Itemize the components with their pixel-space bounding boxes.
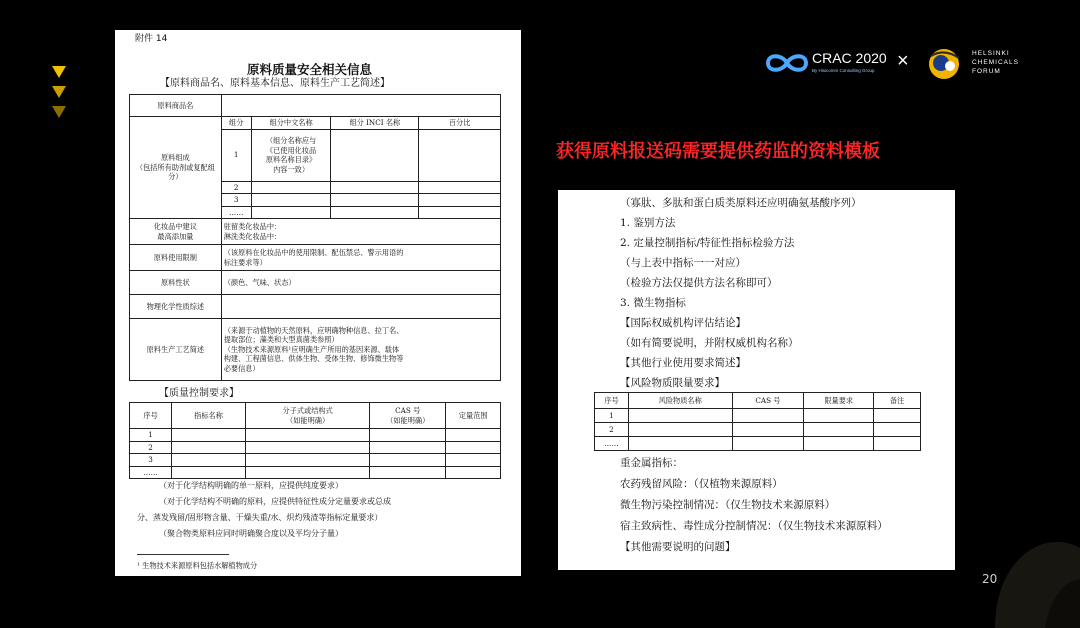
slide-headline: 获得原料报送码需要提供药监的资料模板 [556, 141, 880, 162]
product-name-label: 原料商品名 [130, 95, 222, 117]
corner-decoration [955, 498, 1080, 628]
bullet-triangle-1 [52, 66, 66, 78]
bullet-triangle-3 [52, 106, 66, 118]
note-3: 分、蒸发残留/固形物含量、干燥失重/水、炽灼残渣等指标定量要求） [137, 513, 383, 522]
hcf-globe-icon [926, 46, 966, 82]
raw-material-info-table: 原料商品名 原料组成 （包括所有助剂或复配组分） 组分 组分中文名称 组分 INCI 名称 百分比 1 （组分名称应与 《已使用化妆品 原料名称目录》 内容一致） 2 3 …… 化妆品中建议 最高添加量 驻留类化妆品中： 淋洗类化妆品中： 原料使用限制 （该原料在化妆品中的使用限制、配伍禁忌、警示用语的 标注要求等） 原料性状 （颜色、气味、状态） 物理化学性质综述 原料生产工艺简述 （来源于动植物的天然原料，应明确物种信息、拉丁名、 提取部位；藻类和大型真菌类参照） （生物技术来源原料¹应明确生产所用的基因来源、载体 构建、工程菌信息、供体生物、受体生物、修饰微生物等 必要信息） [129, 94, 501, 381]
doc-subtitle: 【原料商品名、原料基本信息、原料生产工艺简述】 [160, 78, 390, 89]
hcf-logo: HELSINKI CHEMICALS FORUM [926, 46, 1026, 82]
attachment-label: 附件 14 [135, 34, 168, 44]
note-2: （对于化学结构不明确的原料，应提供特征性成分定量要求或总成 [159, 497, 391, 506]
note-1: （对于化学结构明确的单一原料，应提供纯度要求） [159, 481, 343, 490]
qc-title: 【质量控制要求】 [159, 388, 239, 399]
doc-title: 原料质量安全相关信息 [247, 62, 373, 77]
risk-substance-table: 序号 风险物质名称 CAS 号 限量要求 备注 1 2 …… [594, 392, 921, 451]
cn-name-note: （组分名称应与 《已使用化妆品 原料名称目录》 内容一致） [251, 129, 331, 181]
crac-logo: CRAC 2020 By Hisicomm Consulting Group [764, 48, 894, 78]
left-document-page [115, 30, 521, 576]
crac-infinity-icon [764, 48, 810, 78]
max-dose-label: 化妆品中建议 最高添加量 [130, 219, 222, 245]
composition-label: 原料组成 （包括所有助剂或复配组分） [130, 117, 222, 219]
note-4: （聚合物类原料应同时明确聚合度以及平均分子量） [159, 529, 343, 538]
bullet-triangle-2 [52, 86, 66, 98]
quality-control-table: 序号 指标名称 分子式或结构式 （如能明确） CAS 号 （如能明确） 定量范围 1 2 3 …… [129, 402, 501, 479]
product-name-value [221, 95, 500, 117]
right-document-page: （寡肽、多肽和蛋白质类原料还应明确氨基酸序列） 1. 鉴别方法 2. 定量控制指标/特征性指标检验方法 （与上表中指标一一对应） （检验方法仅提供方法名称即可） 3. 微生物指标 【国际权威机构评估结论】 （如有简要说明，并附权威机构名称） 【其他行业使用要求简述】 【风险物质限量要求】 序号 风险物质名称 CAS 号 限量要求 备注 1 2 …… 重金属指标： 农药残留风险：（仅植物来源原料） 微生物污染控制情况：（仅生物技术来源原料） 宿主致病性、毒性成分控制情况：（仅生物技术来源原料） 【其他需要说明的问题】 [558, 190, 955, 570]
footnote-rule [137, 554, 229, 555]
footnote: ¹ 生物技术来源原料包括水解植物成分 [137, 561, 258, 570]
page-number: 20 [982, 572, 998, 586]
times-sign: × [897, 50, 909, 72]
